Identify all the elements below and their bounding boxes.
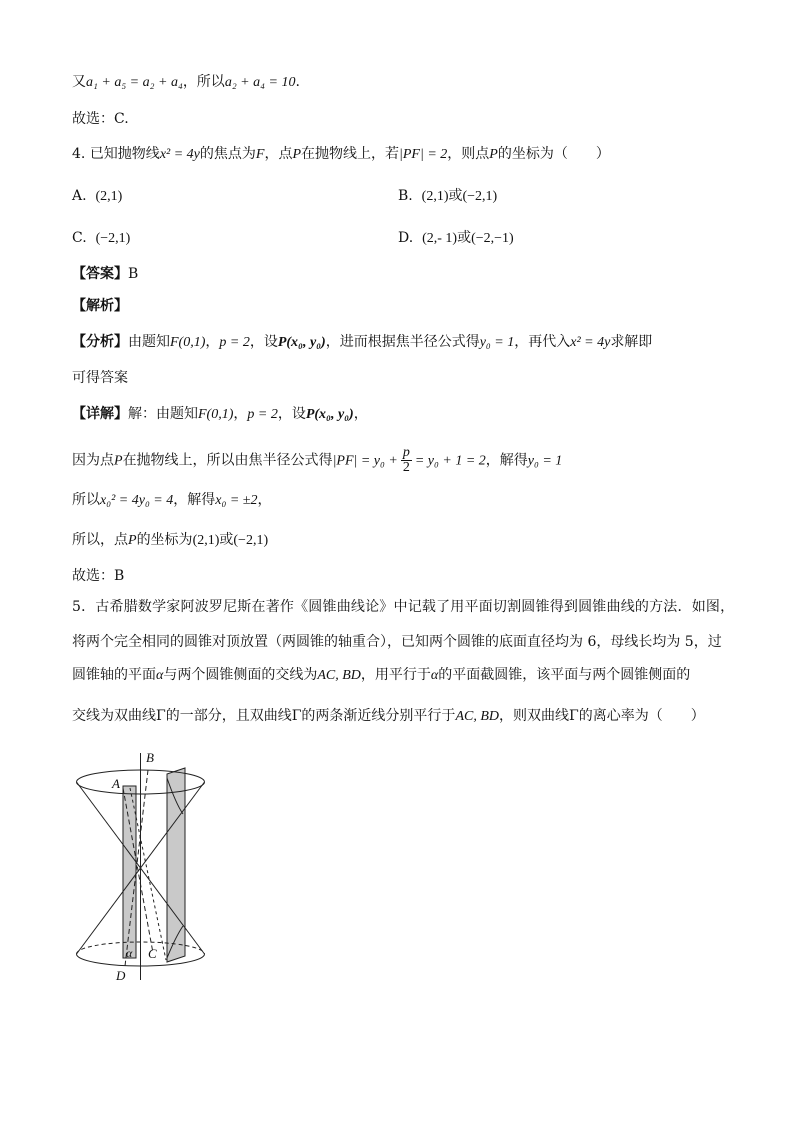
option-label: A. <box>72 188 87 204</box>
math-expression: y₀ = 1 <box>479 335 515 350</box>
label-D: D <box>116 968 126 983</box>
option-b <box>398 186 497 207</box>
step-3 <box>72 530 268 551</box>
text: ，点 <box>264 146 293 162</box>
option-c <box>72 228 130 249</box>
text: ， <box>353 406 368 422</box>
text: 解：由题知 <box>128 406 198 422</box>
answer-tag: 【答案】 <box>72 266 128 282</box>
text: ，设 <box>249 334 278 350</box>
math-expression: p = 2 <box>247 407 278 422</box>
q5-line-4 <box>72 706 705 727</box>
math-expression: x₀² = 4y₀ = 4 <box>100 493 174 508</box>
fenxi-tag: 【分析】 <box>72 334 128 350</box>
label-B: B <box>146 750 154 765</box>
label-alpha: α <box>126 946 133 960</box>
xiangjie-tag: 【详解】 <box>72 406 128 422</box>
text: ，再代入 <box>514 334 571 350</box>
math-expression: a₁ + a₅ = a₂ + a₄ <box>86 75 183 90</box>
text: 已知抛物线 <box>89 146 160 162</box>
top-line-1 <box>72 72 300 93</box>
math-expression: AC, BD <box>455 709 499 724</box>
option-a <box>72 186 122 207</box>
analysis-tag: 【解析】 <box>72 298 128 314</box>
q5-line-1: 5．古希腊数学家阿波罗尼斯在著作《圆锥曲线论》中记载了用平面切割圆锥得到圆锥曲线的方法．如图， <box>72 599 735 615</box>
option-text: (−2,1) <box>462 189 498 204</box>
math-expression: α <box>430 668 439 683</box>
text: ，则点 <box>447 146 490 162</box>
option-label: B. <box>398 188 413 204</box>
text: 与两个圆锥侧面的交线为 <box>163 667 318 683</box>
label-C: C <box>148 946 157 961</box>
text: ， <box>205 334 220 350</box>
text: ，设 <box>277 406 306 422</box>
math-expression: (2,1) <box>192 533 220 548</box>
math-expression: α <box>156 668 164 683</box>
text: 所以 <box>72 492 100 508</box>
math-expression: F <box>255 147 265 162</box>
step-2 <box>72 490 271 511</box>
math-expression: P <box>114 453 123 469</box>
math-expression: P <box>292 147 302 162</box>
plane-parallel <box>167 768 185 962</box>
option-d <box>398 228 514 249</box>
top-line-2: 故选：C. <box>72 111 129 127</box>
text: ，解得 <box>173 492 216 508</box>
option-text: (2,- 1) <box>422 231 458 246</box>
math-expression: x² = 4y <box>570 335 611 350</box>
text: ，解得 <box>485 452 528 469</box>
option-label: C. <box>72 230 87 246</box>
text: 或 <box>448 188 463 204</box>
math-expression: P(x₀, y₀) <box>305 407 354 422</box>
text: ，则双曲线Γ的离心率为（ ） <box>499 708 705 724</box>
text: ， <box>233 406 248 422</box>
fraction <box>401 446 412 475</box>
math-expression: (−2,1) <box>233 533 269 548</box>
option-text: (−2,1) <box>95 231 131 246</box>
math-expression: a₂ + a₄ = 10 <box>224 75 296 90</box>
math-expression: F(0,1) <box>198 407 234 422</box>
answer-line <box>72 264 138 284</box>
math-expression: |PF| = 2 <box>399 147 448 162</box>
math-expression: |PF| = y₀ + <box>332 453 398 469</box>
text: 或 <box>457 230 472 246</box>
text: 因为点 <box>72 452 114 469</box>
text: 由题知 <box>128 334 170 350</box>
math-expression: x² = 4y <box>159 147 200 162</box>
text: ， <box>257 492 272 508</box>
text: 在抛物线上，若 <box>301 146 400 162</box>
option-text: (2,1) <box>421 189 449 204</box>
double-cone-figure <box>68 748 213 988</box>
text: 的平面截圆锥，该平面与两个圆锥侧面的 <box>438 667 691 683</box>
text: ，用平行于 <box>360 667 431 683</box>
text: 所以，点 <box>72 532 128 548</box>
text: ，所以 <box>182 74 225 90</box>
math-expression: AC, BD <box>317 668 361 683</box>
math-expression: y₀ = 1 <box>527 453 563 469</box>
math-expression: x₀ = ±2 <box>215 493 258 508</box>
fenxi-line-2: 可得答案 <box>72 370 128 386</box>
text: 在抛物线上，所以由焦半径公式得 <box>122 452 333 469</box>
math-expression: P <box>128 533 137 548</box>
step-1 <box>72 446 562 476</box>
text: 的焦点为 <box>199 146 256 162</box>
text: 又 <box>72 74 86 90</box>
answer-value: B <box>128 266 139 282</box>
option-text: (2,1) <box>95 189 123 204</box>
label-A: A <box>112 776 120 791</box>
math-expression: P <box>489 147 498 162</box>
q5-line-2: 将两个完全相同的圆锥对顶放置（两圆锥的轴重合），已知两个圆锥的底面直径均为 6，母线长均为 5，过 <box>72 634 722 650</box>
text: . <box>295 74 300 90</box>
choose-line: 故选：B <box>72 568 125 584</box>
text: 的坐标为（ ） <box>497 146 610 162</box>
fraction-denominator: 2 <box>402 460 410 475</box>
fraction-numerator: p <box>402 445 410 460</box>
q4-stem <box>72 144 610 165</box>
math-expression: p = 2 <box>219 335 250 350</box>
math-expression: F(0,1) <box>170 335 206 350</box>
text: 求解即 <box>610 334 653 350</box>
xiangjie-line <box>72 404 368 425</box>
plane-alpha <box>123 786 136 958</box>
text: 交线为双曲线Γ的一部分，且双曲线Γ的两条渐近线分别平行于 <box>72 708 456 724</box>
text: 圆锥轴的平面 <box>72 667 156 683</box>
math-expression: P(x₀, y₀) <box>277 335 326 350</box>
text: 或 <box>219 532 234 548</box>
option-label: D. <box>398 230 414 246</box>
q5-line-3 <box>72 665 690 686</box>
fenxi-line-1 <box>72 332 652 353</box>
text: 的坐标为 <box>136 532 193 548</box>
math-expression: = y₀ + 1 = 2 <box>414 453 486 469</box>
question-number: 4. <box>72 146 86 162</box>
option-text: (−2,−1) <box>471 231 514 246</box>
text: ，进而根据焦半径公式得 <box>325 334 480 350</box>
